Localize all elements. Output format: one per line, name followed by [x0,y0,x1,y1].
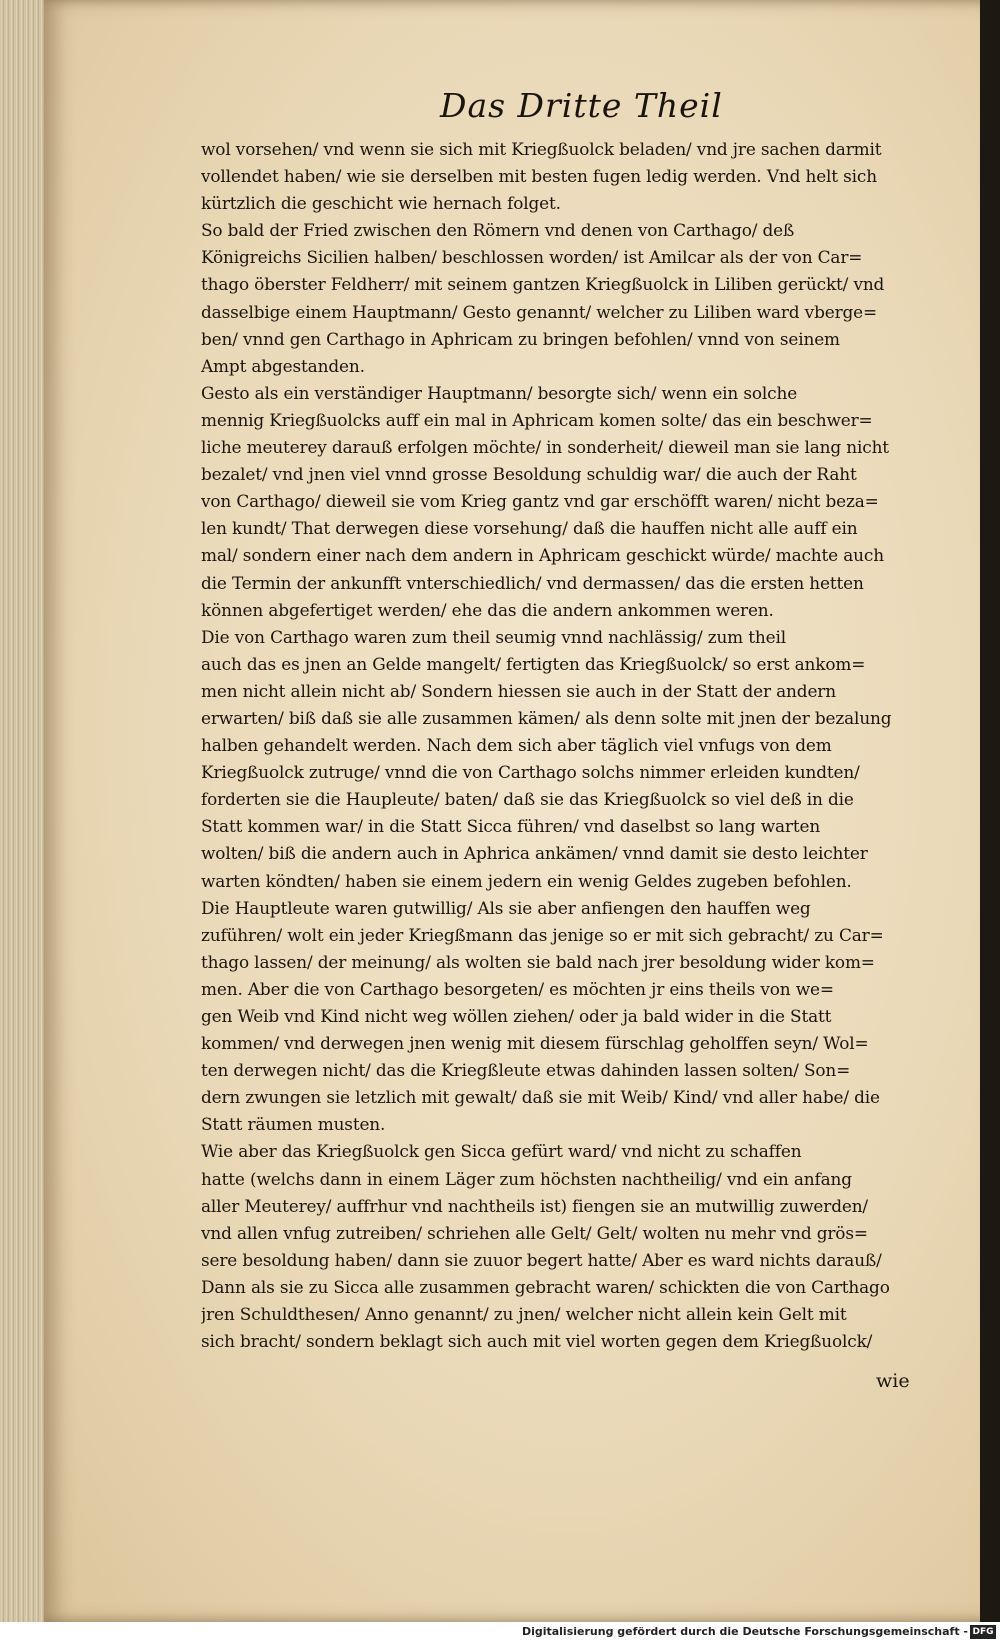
text-line: dern zwungen sie letzlich mit gewalt/ daß sie mit Weib/ Kind/ vnd aller habe/ die [201,1087,880,1108]
text-line: erwarten/ biß daß sie alle zusammen kämen/ als denn solte mit jnen der bezalung [201,707,892,728]
text-line: Ampt abgestanden. [201,355,365,376]
text-line: warten köndten/ haben sie einem jedern ein wenig Geldes zugeben befohlen. [201,870,852,891]
text-line: wolten/ biß die andern auch in Aphrica ankämen/ vnnd damit sie desto leichter [201,843,868,864]
footer-bar [0,1622,1000,1643]
text-line: mal/ sondern einer nach dem andern in Aphricam geschickt würde/ machte auch [201,545,884,566]
text-line: men. Aber die von Carthago besorgeten/ es möchten jr eins theils von we= [201,978,834,999]
text-line: kürtzlich die geschicht wie hernach folget. [201,193,561,214]
text-line: vollendet haben/ wie sie derselben mit besten fugen ledig werden. Vnd helt sich [201,166,877,187]
text-line: mennig Kriegßuolcks auff ein mal in Aphricam komen solte/ das ein beschwer= [201,409,873,430]
text-line: auch das es jnen an Gelde mangelt/ fertigten das Kriegßuolck/ so erst ankom= [201,653,866,674]
text-line: Gesto als ein verständiger Hauptmann/ besorgte sich/ wenn ein solche [201,382,798,403]
text-line: Königreichs Sicilien halben/ beschlossen worden/ ist Amilcar als der von Car= [201,247,863,268]
running-head: Das Dritte Theil [440,86,723,125]
text-line: forderten sie die Haupleute/ baten/ daß sie das Kriegßuolck so viel deß in die [201,789,854,810]
text-line: vnd allen vnfug zutreiben/ schriehen alle Gelt/ Gelt/ wolten nu mehr vnd grös= [201,1222,868,1243]
text-line: Die Hauptleute waren gutwillig/ Als sie aber anfiengen den hauffen weg [201,897,811,918]
text-line: halben gehandelt werden. Nach dem sich aber täglich viel vnfugs von dem [201,735,832,756]
text-line: gen Weib vnd Kind nicht weg wöllen ziehen/ oder ja bald wider in die Statt [201,1006,832,1026]
text-line: ben/ vnnd gen Carthago in Aphricam zu bringen befohlen/ vnnd von seinem [201,328,840,349]
text-line: aller Meuterey/ auffrhur vnd nachtheils ist) fiengen sie an mutwillig zuwerden/ [201,1195,868,1216]
text-line: von Carthago/ dieweil sie vom Krieg gantz vnd gar erschöfft waren/ nicht beza= [201,491,879,512]
text-line: ten derwegen nicht/ das die Kriegßleute etwas dahinden lassen solten/ Son= [201,1060,851,1081]
text-line: thago öberster Feldherr/ mit seinem gantzen Kriegßuolck in Liliben gerückt/ vnd [201,274,885,295]
text-line: Wie aber das Kriegßuolck gen Sicca gefürt ward/ vnd nicht zu schaffen [201,1141,802,1162]
text-line: wol vorsehen/ vnd wenn sie sich mit Kriegßuolck beladen/ vnd jre sachen darmit [201,139,882,159]
text-line: Die von Carthago waren zum theil seumig vnnd nachlässig/ zum theil [201,626,786,647]
text-line: hatte (welchs dann in einem Läger zum höchsten nachtheilig/ vnd ein anfang [201,1168,852,1189]
text-line: len kundt/ That derwegen diese vorsehung/ daß die hauffen nicht alle auff ein [201,518,858,539]
text-line: sere besoldung haben/ dann sie zuuor begert hatte/ Aber es ward nichts darauß/ [201,1249,882,1270]
catchword: wie [876,1370,910,1392]
text-line: So bald der Fried zwischen den Römern vnd denen von Carthago/ deß [201,220,795,241]
text-line: liche meuterey darauß erfolgen möchte/ in sonderheit/ dieweil man sie lang nicht [201,437,889,458]
text-line: zuführen/ wolt ein jeder Kriegßmann das jenige so er mit sich gebracht/ zu Car= [201,924,884,945]
dfg-logo: DFG [970,1625,996,1639]
text-line: sich bracht/ sondern beklagt sich auch mit viel worten gegen dem Kriegßuolck/ [201,1331,873,1352]
text-line: Statt kommen war/ in die Statt Sicca führen/ vnd daselbst so lang warten [201,816,821,837]
scan-background-edge [980,0,1000,1622]
text-line: Dann als sie zu Sicca alle zusammen gebracht waren/ schickten die von Carthago [201,1276,890,1297]
text-line: bezalet/ vnd jnen viel vnnd grosse Besoldung schuldig war/ die auch der Raht [201,464,857,485]
text-line: Kriegßuolck zutruge/ vnnd die von Carthago solchs nimmer erleiden kundten/ [201,762,860,783]
text-line: men nicht allein nicht ab/ Sondern hiessen sie auch in der Statt der andern [201,680,836,701]
text-line: Statt räumen musten. [201,1114,386,1135]
book-page-edges [0,0,50,1622]
body-text [201,136,913,1355]
text-line: kommen/ vnd derwegen jnen wenig mit diesem fürschlag geholffen seyn/ Wol= [201,1033,869,1054]
funding-notice: Digitalisierung gefördert durch die Deutsche Forschungsgemeinschaft - [521,1625,968,1638]
text-line: thago lassen/ der meinung/ als wolten sie bald nach jrer besoldung wider kom= [201,951,875,972]
text-line: jren Schuldthesen/ Anno genannt/ zu jnen/ welcher nicht allein kein Gelt mit [201,1304,847,1325]
text-line: dasselbige einem Hauptmann/ Gesto genannt/ welcher zu Liliben ward vberge= [201,301,878,322]
text-line: können abgefertiget werden/ ehe das die andern ankommen weren. [201,599,774,620]
text-line: die Termin der ankunfft vnterschiedlich/ vnd dermassen/ das die ersten hetten [201,572,864,593]
